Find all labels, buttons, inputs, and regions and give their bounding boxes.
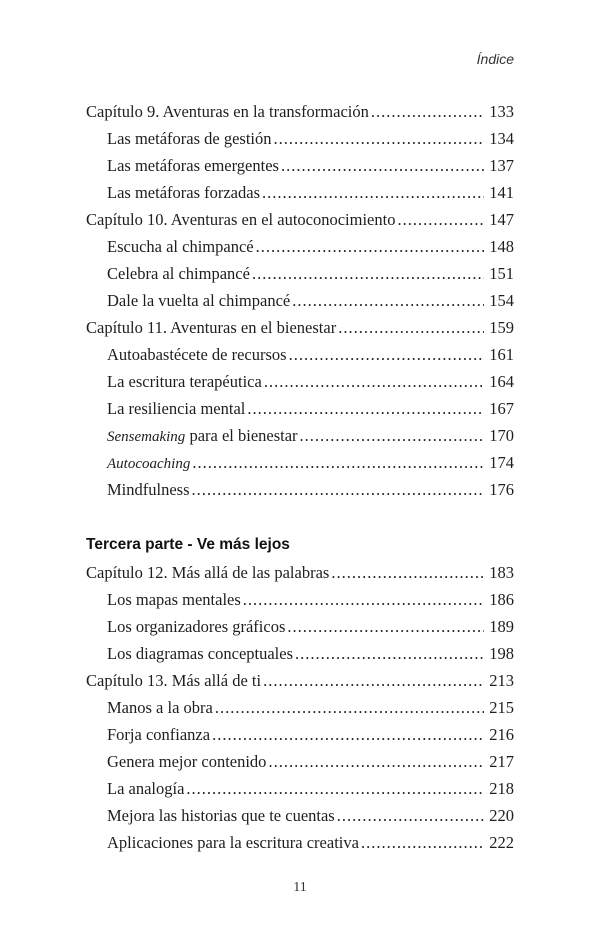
dot-leader — [300, 422, 484, 449]
toc-entry-title-text: Escucha al chimpancé — [107, 237, 254, 256]
dot-leader — [338, 314, 484, 341]
toc-entry-page-number: 154 — [489, 291, 514, 310]
toc-entry-title — [86, 98, 369, 125]
toc-chapter-entry[interactable] — [86, 559, 514, 586]
toc-entry-title — [107, 341, 287, 368]
toc-section-entry[interactable] — [86, 395, 514, 422]
toc-entry-title-text: Los diagramas conceptuales — [107, 644, 294, 663]
toc-entry-title-text: Forja confianza — [107, 725, 211, 744]
toc-entry-title — [86, 667, 261, 694]
section-heading: Tercera parte - Ve más lejos — [86, 536, 290, 553]
toc-entry-title — [107, 125, 271, 152]
dot-leader — [289, 341, 484, 368]
dot-leader — [295, 640, 484, 667]
toc-entry-title — [107, 586, 241, 613]
toc-section-entry[interactable] — [86, 179, 514, 206]
toc-chapter-entry[interactable] — [86, 206, 514, 233]
toc-section-entry[interactable] — [86, 125, 514, 152]
table-of-contents — [86, 98, 514, 856]
dot-leader — [186, 775, 484, 802]
toc-entry-title — [107, 802, 335, 829]
toc-entry-title-text: Los organizadores gráficos — [107, 617, 286, 636]
toc-entry-page-number: 137 — [489, 156, 514, 175]
toc-entry-page-number: 148 — [489, 237, 514, 256]
dot-leader — [256, 233, 484, 260]
toc-entry-page-number: 216 — [489, 725, 514, 744]
dot-leader — [268, 748, 484, 775]
toc-section-entry[interactable] — [86, 260, 514, 287]
toc-entry-title — [107, 829, 359, 856]
dot-leader — [243, 586, 484, 613]
toc-entry-title — [86, 559, 329, 586]
dot-leader — [337, 802, 484, 829]
toc-entry-title-text: Dale la vuelta al chimpancé — [107, 291, 291, 310]
toc-entry-title — [107, 179, 260, 206]
dot-leader — [273, 125, 484, 152]
toc-chapter-entry[interactable] — [86, 667, 514, 694]
toc-entry-title-text: Aplicaciones para la escritura creativa — [107, 833, 359, 852]
toc-entry-title-italic: Autocoaching — [107, 456, 191, 472]
dot-leader — [252, 260, 484, 287]
toc-section-entry[interactable] — [86, 802, 514, 829]
toc-entry-page-number: 141 — [489, 183, 514, 202]
toc-section-entry[interactable] — [86, 287, 514, 314]
toc-entry-page-number: 215 — [489, 698, 514, 717]
toc-entry-page-number: 198 — [489, 644, 514, 663]
toc-section-entry[interactable] — [86, 775, 514, 802]
dot-leader — [215, 694, 484, 721]
toc-entry-title-text: La analogía — [107, 779, 185, 798]
toc-entry-title — [107, 287, 290, 314]
dot-leader — [264, 368, 484, 395]
toc-section-entry[interactable] — [86, 368, 514, 395]
toc-entry-title — [107, 640, 293, 667]
toc-entry-page-number: 186 — [489, 590, 514, 609]
toc-entry-title — [107, 694, 213, 721]
toc-section-entry[interactable] — [86, 748, 514, 775]
toc-section-entry[interactable] — [86, 613, 514, 640]
toc-entry-page-number: 134 — [489, 129, 514, 148]
running-head-title: Índice — [476, 51, 514, 67]
toc-chapter-entry[interactable] — [86, 98, 514, 125]
toc-chapter-entry[interactable] — [86, 314, 514, 341]
toc-section-entry[interactable] — [86, 449, 514, 476]
dot-leader — [262, 179, 484, 206]
toc-entry-title-text: Autoabastécete de recursos — [107, 345, 287, 364]
dot-leader — [287, 613, 484, 640]
toc-entry-title-text: Capítulo 11. Aventuras en el bienestar — [86, 318, 337, 337]
toc-entry-page-number: 183 — [489, 563, 514, 582]
toc-entry-title — [107, 260, 250, 287]
toc-entry-title-text: Los mapas mentales — [107, 590, 241, 609]
toc-entry-title-text: Capítulo 9. Aventuras en la transformación — [86, 102, 369, 121]
dot-leader — [192, 449, 484, 476]
dot-leader — [361, 829, 484, 856]
dot-leader — [331, 559, 484, 586]
toc-entry-title-text: La escritura terapéutica — [107, 372, 262, 391]
toc-section-entry[interactable] — [86, 341, 514, 368]
toc-section-entry[interactable] — [86, 694, 514, 721]
toc-entry-title — [107, 476, 190, 503]
toc-entry-title — [107, 152, 279, 179]
toc-entry-page-number: 133 — [489, 102, 514, 121]
toc-entry-title — [107, 233, 254, 260]
toc-entry-title — [86, 206, 395, 233]
dot-leader — [247, 395, 484, 422]
toc-entry-title — [107, 748, 266, 775]
toc-entry-page-number: 213 — [489, 671, 514, 690]
toc-entry-page-number: 159 — [489, 318, 514, 337]
toc-entry-title-text: para el bienestar — [185, 426, 298, 445]
toc-entry-title — [86, 314, 336, 341]
toc-entry-page-number: 220 — [489, 806, 514, 825]
toc-entry-page-number: 222 — [489, 833, 514, 852]
toc-entry-title-italic: Sensemaking — [107, 429, 186, 445]
toc-entry-title-text: Capítulo 13. Más allá de ti — [86, 671, 262, 690]
toc-entry-title — [107, 368, 262, 395]
toc-entry-title-text: Celebra al chimpancé — [107, 264, 250, 283]
toc-entry-title-text: Genera mejor contenido — [107, 752, 267, 771]
toc-entry-title-text: Las metáforas forzadas — [107, 183, 261, 202]
toc-entry-page-number: 147 — [489, 210, 514, 229]
dot-leader — [371, 98, 484, 125]
toc-section-entry[interactable] — [86, 152, 514, 179]
dot-leader — [397, 206, 484, 233]
toc-section-entry[interactable] — [86, 422, 514, 449]
toc-entry-title-text: Mejora las historias que te cuentas — [107, 806, 335, 825]
toc-section-entry[interactable] — [86, 586, 514, 613]
toc-entry-page-number: 161 — [489, 345, 514, 364]
toc-part-three-entries — [86, 559, 514, 856]
dot-leader — [281, 152, 484, 179]
toc-section-entry[interactable] — [86, 476, 514, 503]
toc-entry-page-number: 164 — [489, 372, 514, 391]
toc-entry-title — [107, 449, 190, 478]
toc-entry-page-number: 167 — [489, 399, 514, 418]
toc-part-two-entries — [86, 98, 514, 503]
toc-section-entry[interactable] — [86, 829, 514, 856]
toc-section-entry[interactable] — [86, 233, 514, 260]
toc-section-entry[interactable] — [86, 640, 514, 667]
toc-entry-page-number: 174 — [489, 453, 514, 472]
toc-entry-page-number: 189 — [489, 617, 514, 636]
dot-leader — [292, 287, 484, 314]
page-number: 11 — [293, 880, 307, 895]
toc-entry-page-number: 170 — [489, 426, 514, 445]
toc-entry-title — [107, 775, 184, 802]
toc-entry-title-text: Capítulo 12. Más allá de las palabras — [86, 563, 330, 582]
toc-entry-page-number: 176 — [489, 480, 514, 499]
toc-entry-page-number: 218 — [489, 779, 514, 798]
toc-entry-page-number: 217 — [489, 752, 514, 771]
dot-leader — [263, 667, 484, 694]
toc-entry-title — [107, 422, 298, 451]
toc-entry-title-text: Las metáforas emergentes — [107, 156, 279, 175]
toc-entry-title-text: Manos a la obra — [107, 698, 213, 717]
toc-entry-title-text: Las metáforas de gestión — [107, 129, 272, 148]
dot-leader — [192, 476, 485, 503]
toc-entry-title — [107, 721, 210, 748]
toc-entry-title-text: La resiliencia mental — [107, 399, 246, 418]
toc-entry-title-text: Mindfulness — [107, 480, 190, 499]
toc-entry-title — [107, 613, 285, 640]
toc-entry-page-number: 151 — [489, 264, 514, 283]
toc-entry-title — [107, 395, 245, 422]
toc-section-entry[interactable] — [86, 721, 514, 748]
dot-leader — [212, 721, 484, 748]
toc-entry-title-text: Capítulo 10. Aventuras en el autoconocimiento — [86, 210, 396, 229]
